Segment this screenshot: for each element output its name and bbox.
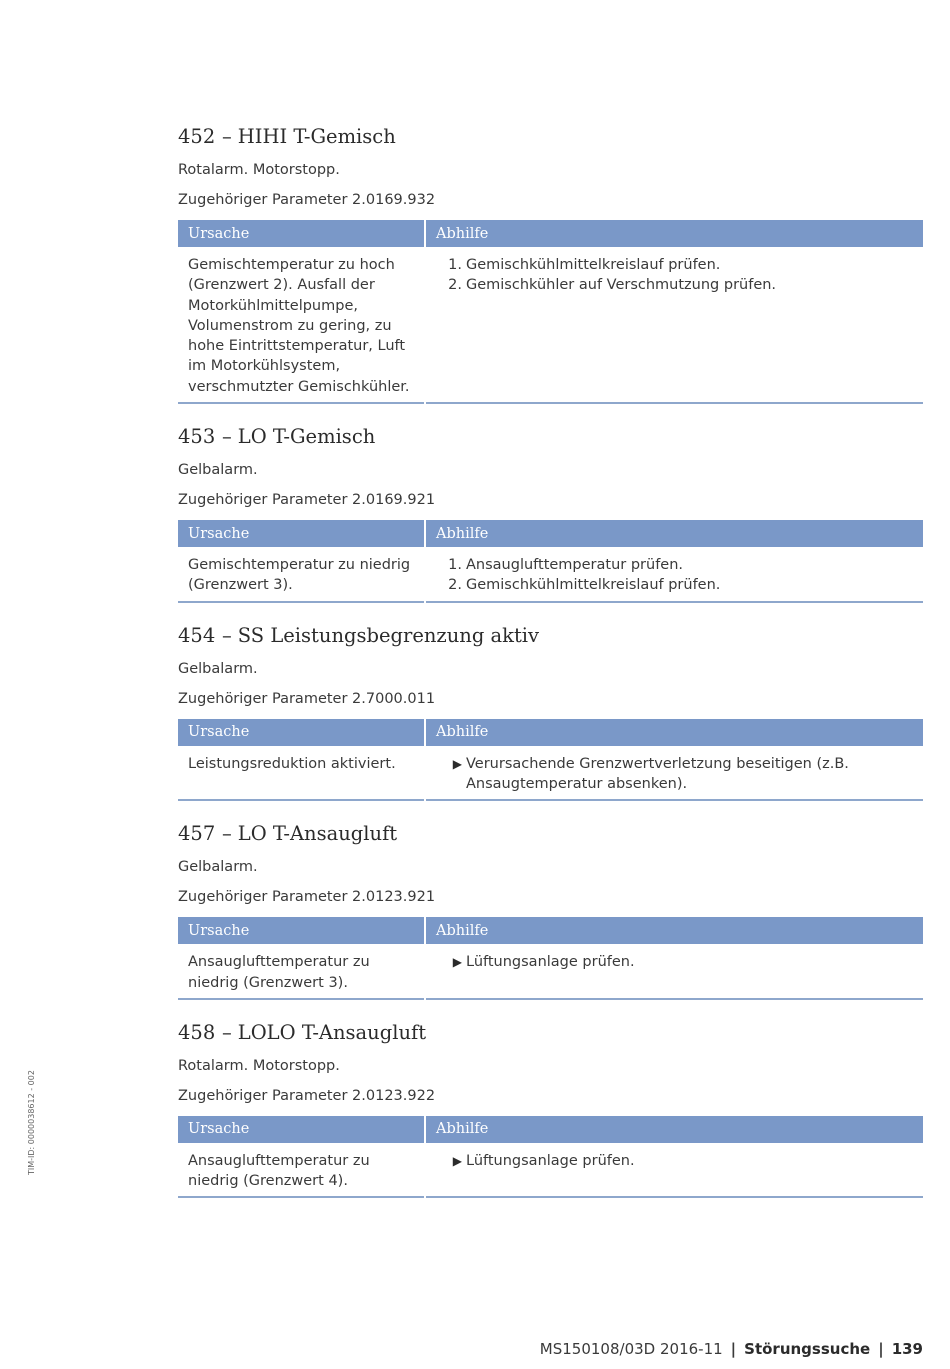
- fault-title: SS Leistungsbegrenzung aktiv: [237, 623, 540, 647]
- remedy-cell: [425, 944, 923, 999]
- fault-number: 458: [178, 1020, 216, 1044]
- table-row: [178, 547, 923, 602]
- header-remedy: Abhilfe: [425, 1116, 923, 1143]
- cause-cell: Gemischtemperatur zu niedrig (Grenzwert 3).: [188, 557, 411, 594]
- arrow-right-icon: ▶: [452, 1153, 462, 1168]
- alarm-level: Rotalarm. Motorstopp.: [178, 1057, 340, 1074]
- table-header-row: [178, 1116, 923, 1143]
- table-header-row: [178, 520, 923, 547]
- cause-remedy-table: [178, 520, 923, 603]
- fault-title: LOLO T-Ansaugluft: [237, 1020, 427, 1044]
- step-number: 1.: [448, 257, 462, 273]
- page-number: 139: [891, 1340, 923, 1358]
- title-dash: –: [222, 822, 232, 846]
- title-dash: –: [222, 623, 232, 647]
- footer-separator: |: [730, 1340, 737, 1358]
- document-id: MS150108/03D 2016-11: [539, 1340, 723, 1358]
- cause-remedy-table: [178, 917, 923, 1000]
- table-header-row: [178, 220, 923, 247]
- parameter-reference: Zugehöriger Parameter 2.0169.921: [178, 492, 436, 509]
- fault-number: 457: [178, 822, 216, 846]
- step-text: Gemischkühlmittelkreislauf prüfen.: [466, 257, 721, 273]
- table-row: [178, 746, 923, 801]
- page-content: [178, 122, 923, 1216]
- fault-section-453: [178, 422, 923, 603]
- fault-title: LO T-Gemisch: [237, 425, 376, 449]
- fault-number: 454: [178, 623, 216, 647]
- section-heading: [178, 621, 923, 651]
- fault-section-452: [178, 122, 923, 404]
- fault-title: LO T-Ansaugluft: [237, 822, 398, 846]
- header-remedy: Abhilfe: [425, 220, 923, 247]
- remedy-step: [436, 952, 913, 972]
- step-text: Lüftungsanlage prüfen.: [466, 954, 635, 971]
- fault-number: 452: [178, 125, 216, 148]
- remedy-cell: [425, 547, 923, 602]
- fault-section-454: [178, 621, 923, 802]
- parameter-reference: Zugehöriger Parameter 2.0169.932: [178, 192, 436, 208]
- tim-id-label: TIM-ID: 0000038612 - 002: [27, 1070, 36, 1175]
- header-cause: Ursache: [178, 1116, 425, 1143]
- remedy-step: [436, 555, 913, 575]
- fault-section-457: [178, 819, 923, 1000]
- parameter-reference: Zugehöriger Parameter 2.0123.922: [178, 1087, 436, 1104]
- cause-cell: Ansauglufttemperatur zu niedrig (Grenzwert 4).: [188, 1152, 370, 1190]
- header-remedy: Abhilfe: [425, 917, 923, 944]
- alarm-level: Gelbalarm.: [178, 462, 258, 479]
- header-remedy: Abhilfe: [425, 520, 923, 547]
- table-row: [178, 944, 923, 999]
- title-dash: –: [222, 1020, 232, 1044]
- remedy-step: [436, 255, 913, 275]
- header-cause: Ursache: [178, 917, 425, 944]
- cause-remedy-table: [178, 220, 923, 404]
- section-heading: [178, 819, 923, 849]
- step-number: 2.: [448, 577, 462, 594]
- section-heading: [178, 422, 923, 452]
- arrow-right-icon: ▶: [452, 955, 462, 970]
- title-dash: –: [222, 125, 232, 148]
- cause-cell: Gemischtemperatur zu hoch (Grenzwert 2). Ausfall der Motorkühlmittelpumpe, Volumenstrom zu gering, zu hohe Eintrittstemperatur, Luft im Motorkühlsystem, verschmutzter Gemischkühler.: [188, 257, 410, 395]
- header-cause: Ursache: [178, 520, 425, 547]
- fault-number: 453: [178, 425, 216, 449]
- step-number: 2.: [448, 277, 462, 294]
- chapter-name: Störungssuche: [744, 1340, 871, 1358]
- footer-separator: |: [878, 1340, 884, 1358]
- title-dash: –: [222, 425, 232, 449]
- section-heading: [178, 1018, 923, 1048]
- remedy-step: [436, 275, 913, 295]
- alarm-level: Gelbalarm.: [178, 660, 258, 677]
- step-text: Gemischkühler auf Verschmutzung prüfen.: [466, 277, 777, 294]
- alarm-level: Rotalarm. Motorstopp.: [178, 162, 340, 178]
- table-header-row: [178, 917, 923, 944]
- remedy-cell: [425, 746, 923, 801]
- table-row: [178, 1143, 923, 1198]
- remedy-step: [436, 575, 913, 595]
- remedy-step: [436, 1151, 913, 1171]
- fault-title: HIHI T-Gemisch: [237, 125, 396, 148]
- step-text: Ansauglufttemperatur prüfen.: [466, 557, 684, 574]
- alarm-level: Gelbalarm.: [178, 859, 258, 876]
- page-footer: [540, 1339, 923, 1359]
- parameter-reference: Zugehöriger Parameter 2.7000.011: [178, 690, 436, 707]
- section-heading: [178, 122, 923, 152]
- cause-remedy-table: [178, 719, 923, 802]
- remedy-step: [436, 754, 913, 795]
- remedy-cell: [425, 247, 923, 403]
- remedy-cell: [425, 1143, 923, 1198]
- table-header-row: [178, 719, 923, 746]
- cause-remedy-table: [178, 1116, 923, 1199]
- cause-cell: Leistungsreduktion aktiviert.: [188, 755, 396, 772]
- table-row: [178, 247, 923, 403]
- step-text: Gemischkühlmittelkreislauf prüfen.: [466, 577, 721, 594]
- cause-cell: Ansauglufttemperatur zu niedrig (Grenzwert 3).: [188, 954, 370, 991]
- step-number: 1.: [448, 557, 462, 574]
- step-text: Verursachende Grenzwertverletzung beseitigen (z.B. Ansaugtemperatur absenken).: [466, 755, 849, 792]
- step-text: Lüftungsanlage prüfen.: [466, 1152, 635, 1169]
- fault-section-458: [178, 1018, 923, 1199]
- parameter-reference: Zugehöriger Parameter 2.0123.921: [178, 889, 436, 906]
- arrow-right-icon: ▶: [452, 756, 462, 771]
- header-cause: Ursache: [178, 719, 425, 746]
- header-cause: Ursache: [178, 220, 425, 247]
- header-remedy: Abhilfe: [425, 719, 923, 746]
